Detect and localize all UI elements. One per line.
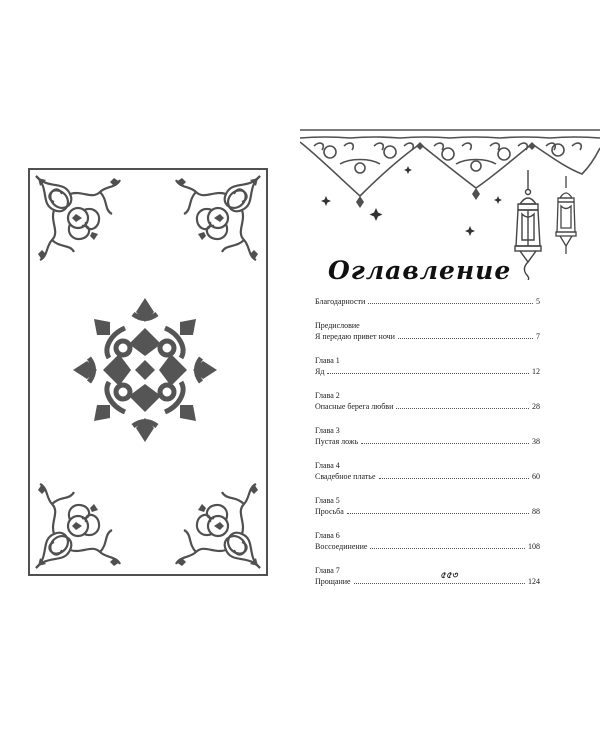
toc-entry-title: Я передаю привет ночи bbox=[315, 332, 395, 341]
toc-entry-page: 5 bbox=[536, 297, 540, 306]
lantern-icon bbox=[552, 176, 580, 256]
corner-ornament-icon bbox=[170, 478, 266, 574]
star-icon bbox=[300, 150, 510, 250]
toc-entry[interactable] bbox=[315, 401, 540, 412]
toc-dot-leader bbox=[361, 443, 529, 444]
table-of-contents bbox=[315, 296, 540, 600]
lantern-icon bbox=[510, 170, 546, 280]
toc-entry-page: 12 bbox=[532, 367, 540, 376]
toc-entry-title: Прощание bbox=[315, 577, 351, 586]
toc-group bbox=[315, 530, 540, 552]
toc-group bbox=[315, 320, 540, 342]
toc-entry[interactable] bbox=[315, 296, 540, 307]
toc-dot-leader bbox=[354, 583, 525, 584]
right-page bbox=[300, 0, 600, 750]
toc-entry[interactable] bbox=[315, 331, 540, 342]
toc-group bbox=[315, 565, 540, 587]
corner-ornament-icon bbox=[30, 478, 126, 574]
toc-chapter-label: Глава 4 bbox=[315, 461, 340, 470]
toc-chapter-label: Глава 6 bbox=[315, 531, 340, 540]
toc-entry-title: Благодарности bbox=[315, 297, 366, 306]
toc-entry-title: Опасные берега любви bbox=[315, 402, 394, 411]
toc-group bbox=[315, 390, 540, 412]
toc-dot-leader bbox=[347, 513, 529, 514]
page-number: ৫৫৩ bbox=[440, 571, 458, 581]
toc-entry-title: Просьба bbox=[315, 507, 344, 516]
toc-chapter-label: Глава 7 bbox=[315, 566, 340, 575]
toc-group bbox=[315, 296, 540, 307]
toc-entry-title: Яд bbox=[315, 367, 325, 376]
toc-entry[interactable] bbox=[315, 471, 540, 482]
toc-entry[interactable] bbox=[315, 366, 540, 377]
toc-dot-leader bbox=[368, 303, 533, 304]
toc-dot-leader bbox=[327, 373, 529, 374]
toc-group bbox=[315, 355, 540, 377]
mandala-icon bbox=[70, 295, 220, 445]
toc-group bbox=[315, 425, 540, 447]
toc-chapter-label: Глава 3 bbox=[315, 426, 340, 435]
toc-entry-page: 108 bbox=[528, 542, 540, 551]
toc-dot-leader bbox=[398, 338, 533, 339]
toc-dot-leader bbox=[396, 408, 529, 409]
corner-ornament-icon bbox=[30, 170, 126, 266]
toc-dot-leader bbox=[370, 548, 525, 549]
toc-dot-leader bbox=[379, 478, 530, 479]
toc-entry-page: 88 bbox=[532, 507, 540, 516]
toc-entry-title: Пустая ложь bbox=[315, 437, 359, 446]
toc-entry-title: Воссоединение bbox=[315, 542, 368, 551]
toc-chapter-label: Глава 2 bbox=[315, 391, 340, 400]
toc-group bbox=[315, 495, 540, 517]
toc-chapter-label: Глава 1 bbox=[315, 356, 340, 365]
toc-entry-page: 7 bbox=[536, 332, 540, 341]
toc-group bbox=[315, 460, 540, 482]
toc-chapter-label: Предисловие bbox=[315, 321, 360, 330]
toc-entry-page: 60 bbox=[532, 472, 540, 481]
toc-entry[interactable] bbox=[315, 576, 540, 587]
toc-entry-title: Свадебное платье bbox=[315, 472, 376, 481]
corner-ornament-icon bbox=[170, 170, 266, 266]
toc-chapter-label: Глава 5 bbox=[315, 496, 340, 505]
toc-entry-page: 38 bbox=[532, 437, 540, 446]
toc-entry[interactable] bbox=[315, 541, 540, 552]
toc-entry[interactable] bbox=[315, 436, 540, 447]
toc-title: Оглавление bbox=[328, 256, 512, 285]
toc-entry-page: 124 bbox=[528, 577, 540, 586]
toc-entry[interactable] bbox=[315, 506, 540, 517]
toc-entry-page: 28 bbox=[532, 402, 540, 411]
